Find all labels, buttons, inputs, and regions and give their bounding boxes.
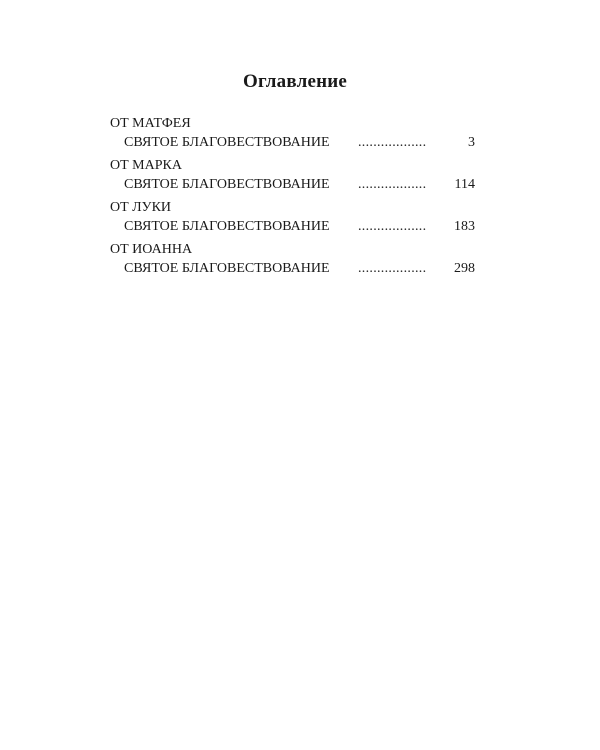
toc-entry-matthew — [110, 114, 475, 152]
toc-entry-subtitle: СВЯТОЕ БЛАГОВЕСТВОВАНИЕ — [124, 219, 330, 234]
table-of-contents — [110, 114, 475, 282]
toc-entry-subtitle: СВЯТОЕ БЛАГОВЕСТВОВАНИЕ — [124, 135, 330, 150]
toc-entry-heading: ОТ МАРКА — [110, 158, 182, 173]
toc-entry-heading: ОТ ИОАННА — [110, 242, 193, 257]
toc-entry-page-number: 114 — [454, 177, 475, 192]
toc-entry-mark — [110, 156, 475, 194]
toc-entry-line — [110, 217, 475, 236]
toc-entry-leader: .................. — [358, 219, 427, 234]
toc-entry-subtitle: СВЯТОЕ БЛАГОВЕСТВОВАНИЕ — [124, 177, 330, 192]
toc-entry-page-number: 183 — [454, 219, 475, 234]
toc-entry-line — [110, 133, 475, 152]
toc-entry-heading: ОТ МАТФЕЯ — [110, 116, 191, 131]
toc-entry-luke — [110, 198, 475, 236]
page-title: Оглавление — [242, 71, 348, 92]
toc-entry-page-number: 298 — [454, 261, 475, 276]
toc-entry-leader: .................. — [358, 177, 427, 192]
toc-entry-leader: .................. — [358, 261, 427, 276]
toc-entry-subtitle: СВЯТОЕ БЛАГОВЕСТВОВАНИЕ — [124, 261, 330, 276]
toc-entry-page-number: 3 — [468, 135, 475, 150]
toc-entry-line — [110, 259, 475, 278]
toc-entry-leader: .................. — [358, 135, 427, 150]
toc-entry-john — [110, 240, 475, 278]
toc-entry-line — [110, 175, 475, 194]
toc-entry-heading: ОТ ЛУКИ — [110, 200, 172, 215]
